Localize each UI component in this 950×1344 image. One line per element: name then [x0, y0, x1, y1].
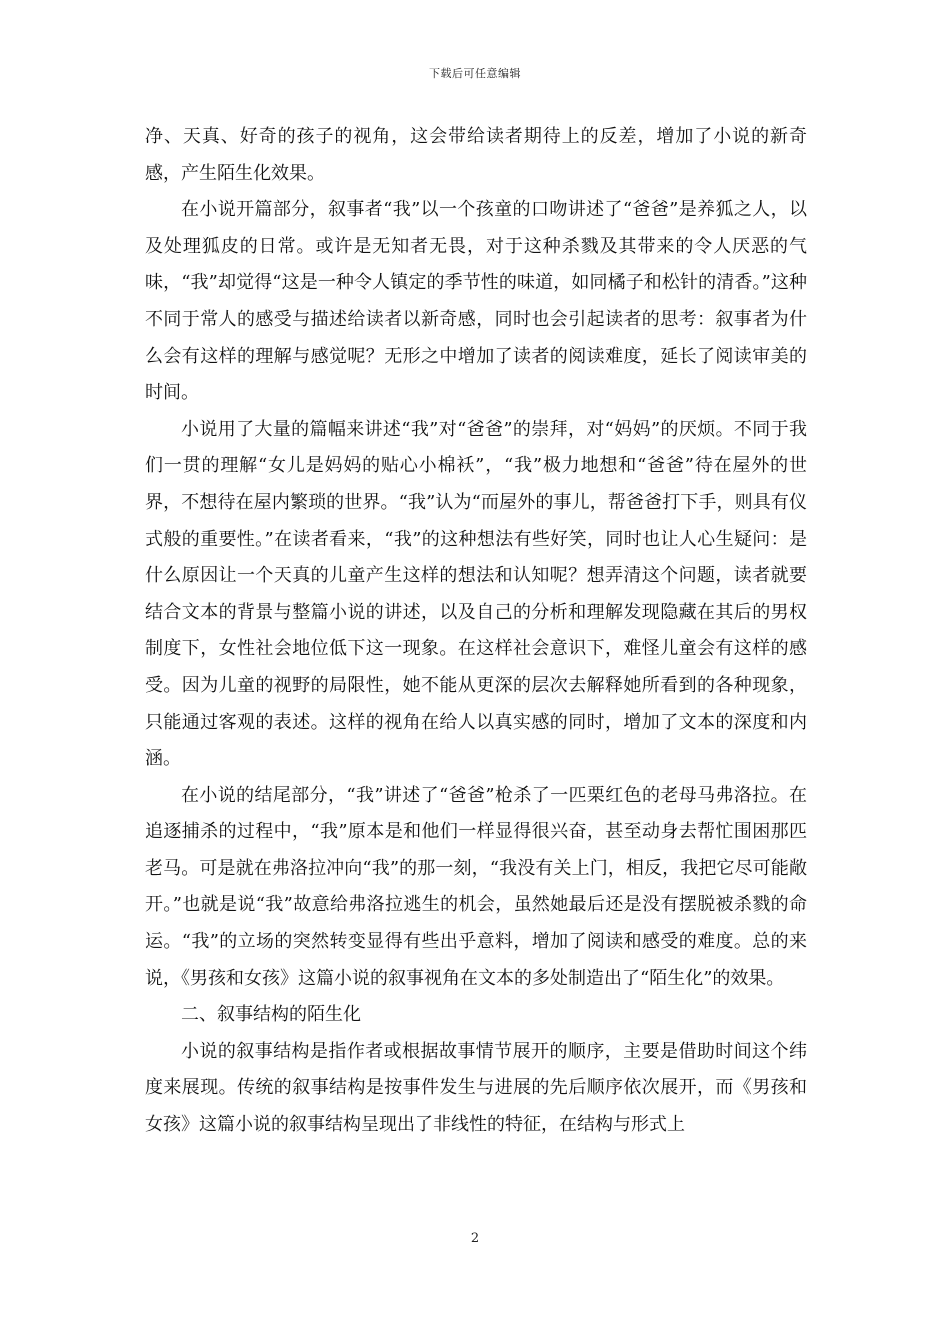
paragraph-continuation: 净、天真、好奇的孩子的视角，这会带给读者期待上的反差，增加了小说的新奇感，产生陌生化效果。 [145, 126, 807, 184]
document-body [145, 119, 807, 1144]
paragraph-ending-analysis: 在小说的结尾部分，“我”讲述了“爸爸”枪杀了一匹栗红色的老母马弗洛拉。在追逐捕杀的过程中，“我”原本是和他们一样显得很兴奋，甚至动身去帮忙围困那匹老马。可是就在弗洛拉冲向“我”的那一刻，“我没有关上门，相反，我把它尽可能敞开。”也就是说“我”故意给弗洛拉逃生的机会，虽然她最后还是没有摆脱被杀戮的命运。“我”的立场的突然转变显得有些出乎意料，增加了阅读和感受的难度。总的来说，《男孩和女孩》这篇小说的叙事视角在文本的多处制造出了“陌生化”的效果。 [145, 784, 807, 989]
page-number: 2 [470, 1231, 480, 1246]
paragraph-narrative-structure: 小说的叙事结构是指作者或根据故事情节展开的顺序，主要是借助时间这个纬度来展现。传统的叙事结构是按事件发生与进展的先后顺序依次展开，而《男孩和女孩》这篇小说的叙事结构呈现出了非线性的特征，在结构与形式上 [145, 1040, 807, 1136]
page-header: 下载后可任意编辑 [429, 67, 521, 80]
paragraph-father-admiration: 小说用了大量的篇幅来讲述“我”对“爸爸”的崇拜，对“妈妈”的厌烦。不同于我们一贯的理解“女儿是妈妈的贴心小棉袄”，“我”极力地想和“爸爸”待在屋外的世界，不想待在屋内繁琐的世界。“我”认为“而屋外的事儿，帮爸爸打下手，则具有仪式般的重要性。”在读者看来，“我”的这种想法有些好笑，同时也让人心生疑问：是什么原因让一个天真的儿童产生这样的想法和认知呢？想弄清这个问题，读者就要结合文本的背景与整篇小说的讲述，以及自己的分析和理解发现隐藏在其后的男权制度下，女性社会地位低下这一现象。在这样社会意识下，难怪儿童会有这样的感受。因为儿童的视野的局限性，她不能从更深的层次去解释她所看到的各种现象，只能通过客观的表述。这样的视角在给人以真实感的同时，增加了文本的深度和内涵。 [145, 418, 807, 770]
paragraph-opening-analysis: 在小说开篇部分，叙事者“我”以一个孩童的口吻讲述了“爸爸”是养狐之人，以及处理狐皮的日常。或许是无知者无畏，对于这种杀戮及其带来的令人厌恶的气味，“我”却觉得“这是一种令人镇定的季节性的味道，如同橘子和松针的清香。”这种不同于常人的感受与描述给读者以新奇感，同时也会引起读者的思考：叙事者为什么会有这样的理解与感觉呢？无形之中增加了读者的阅读难度，延长了阅读审美的时间。 [145, 199, 807, 404]
section-heading: 二、叙事结构的陌生化 [181, 1004, 361, 1026]
